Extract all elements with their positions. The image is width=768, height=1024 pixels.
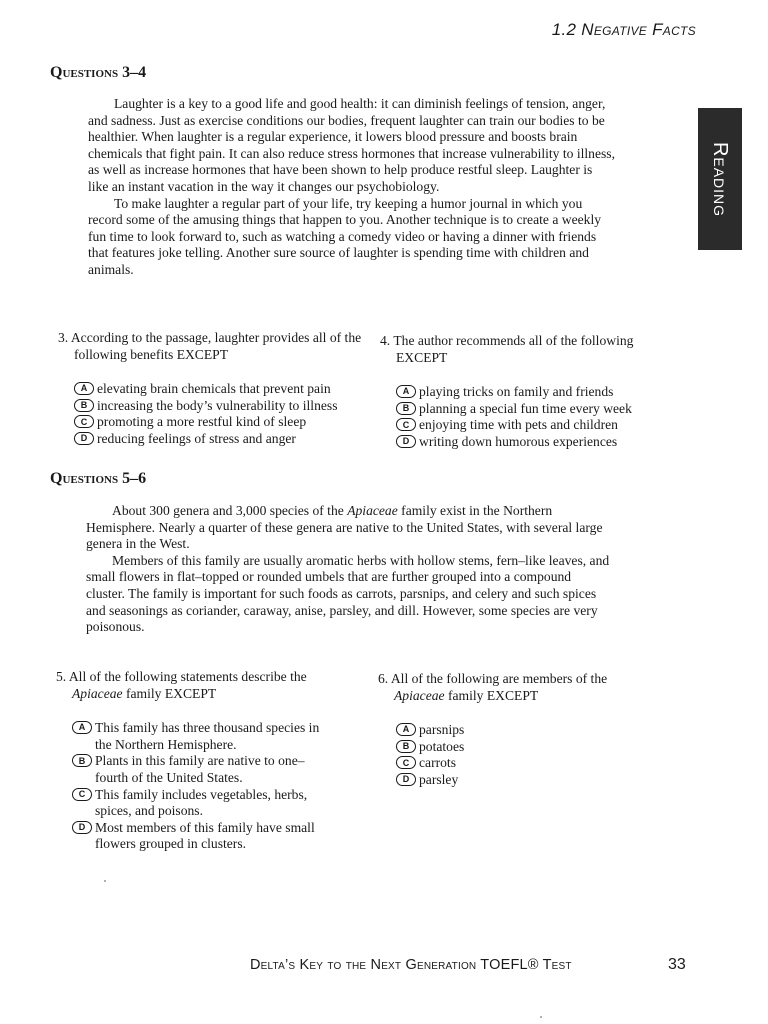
question-3: [58, 330, 363, 448]
answer-bubble[interactable]: C: [396, 418, 416, 431]
answer-bubble[interactable]: A: [396, 385, 416, 398]
answer-bubble[interactable]: C: [74, 415, 94, 428]
question-5: [56, 669, 341, 853]
question-stem: 4. The author recommends all of the following EXCEPT: [380, 333, 634, 365]
answer-bubble[interactable]: B: [74, 399, 94, 412]
answer-bubble[interactable]: A: [74, 382, 94, 395]
questions-5-6-heading: Questions 5–6: [50, 470, 147, 487]
answer-bubble[interactable]: C: [396, 756, 416, 769]
answer-option-4b[interactable]: B planning a special fun time every week: [396, 401, 670, 418]
question-4: [380, 333, 670, 451]
answer-bubble[interactable]: D: [74, 432, 94, 445]
answer-bubble[interactable]: D: [396, 773, 416, 786]
question-6: [378, 671, 648, 789]
answer-option-5b[interactable]: B Plants in this family are native to one–fourth of the United States.: [72, 753, 334, 786]
passage-paragraph: Laughter is a key to a good life and good health: it can diminish feelings of tension, anger, and sadness. Just as exercise conditions our bodies, frequent laughter can train our bodies to be healthier. When laughter is a regular experience, it lowers blood pressure and boosts brain chemicals that fight pain. It can also reduce stress hormones that increase vulnerability to illness, as well as increase hormones that have been shown to help produce restful sleep. Laughter is like an instant vacation in the way it changes our psychobiology.: [88, 96, 615, 194]
answer-option-4a[interactable]: A playing tricks on family and friends: [396, 384, 670, 401]
answer-option-3b[interactable]: B increasing the body’s vulnerability to illness: [74, 398, 363, 415]
side-tab-label: Reading: [709, 141, 732, 217]
answer-bubble[interactable]: A: [396, 723, 416, 736]
passage-paragraph: About 300 genera and 3,000 species of the Apiaceae family exist in the Northern Hemisphere. Nearly a quarter of these genera are native to the United States, with several large genera in the West.: [86, 503, 603, 552]
answer-bubble[interactable]: D: [72, 821, 92, 834]
answer-option-6a[interactable]: A parsnips: [396, 722, 648, 739]
passage-paragraph: Members of this family are usually aromatic herbs with hollow stems, fern–like leaves, and small flowers in flat–topped or rounded umbels that are further grouped into a compound cluster. The family is important for such foods as carrots, parsnips, and celery and such spices and seasonings as coriander, caraway, anise, parsley, and dill. However, some species are very poisonous.: [86, 552, 610, 635]
questions-3-4-heading: Questions 3–4: [50, 64, 147, 81]
answer-bubble[interactable]: A: [72, 721, 92, 734]
footer-book-title: Delta’s Key to the Next Generation TOEFL® Test: [250, 957, 572, 973]
answer-option-6c[interactable]: C carrots: [396, 755, 648, 772]
answer-option-3a[interactable]: A elevating brain chemicals that prevent pain: [74, 381, 363, 398]
answer-option-4d[interactable]: D writing down humorous experiences: [396, 434, 670, 451]
answer-bubble[interactable]: D: [396, 435, 416, 448]
answer-option-3c[interactable]: C promoting a more restful kind of sleep: [74, 414, 363, 431]
page-number: 33: [668, 956, 686, 973]
running-head: 1.2 Negative Facts: [551, 20, 696, 39]
scan-speck: [104, 880, 106, 882]
passage-paragraph: To make laughter a regular part of your life, try keeping a humor journal in which you record some of the amusing things that happen to you. Another technique is to create a weekly fun time to look forward to, such as watching a comedy video or having a dinner with friends that features joke telling. Another sure source of laughter is spending time with children and animals.: [88, 195, 602, 277]
answer-option-6d[interactable]: D parsley: [396, 772, 648, 789]
answer-option-5c[interactable]: C This family includes vegetables, herbs, spices, and poisons.: [72, 787, 334, 820]
question-stem: 5. All of the following statements describe the Apiaceae family EXCEPT: [56, 669, 307, 701]
question-stem: 3. According to the passage, laughter provides all of the following benefits EXCEPT: [58, 330, 362, 362]
answer-option-6b[interactable]: B potatoes: [396, 739, 648, 756]
answer-bubble[interactable]: C: [72, 788, 92, 801]
question-stem: 6. All of the following are members of the Apiaceae family EXCEPT: [378, 671, 608, 703]
laughter-passage: [88, 96, 616, 279]
answer-option-3d[interactable]: D reducing feelings of stress and anger: [74, 431, 363, 448]
answer-bubble[interactable]: B: [72, 754, 92, 767]
answer-option-5a[interactable]: A This family has three thousand species in the Northern Hemisphere.: [72, 720, 334, 753]
scan-speck: [540, 1016, 542, 1018]
answer-bubble[interactable]: B: [396, 402, 416, 415]
section-side-tab: [698, 108, 742, 250]
answer-bubble[interactable]: B: [396, 740, 416, 753]
apiaceae-passage: [86, 503, 611, 636]
answer-option-4c[interactable]: C enjoying time with pets and children: [396, 417, 670, 434]
answer-option-5d[interactable]: D Most members of this family have small flowers grouped in clusters.: [72, 820, 334, 853]
